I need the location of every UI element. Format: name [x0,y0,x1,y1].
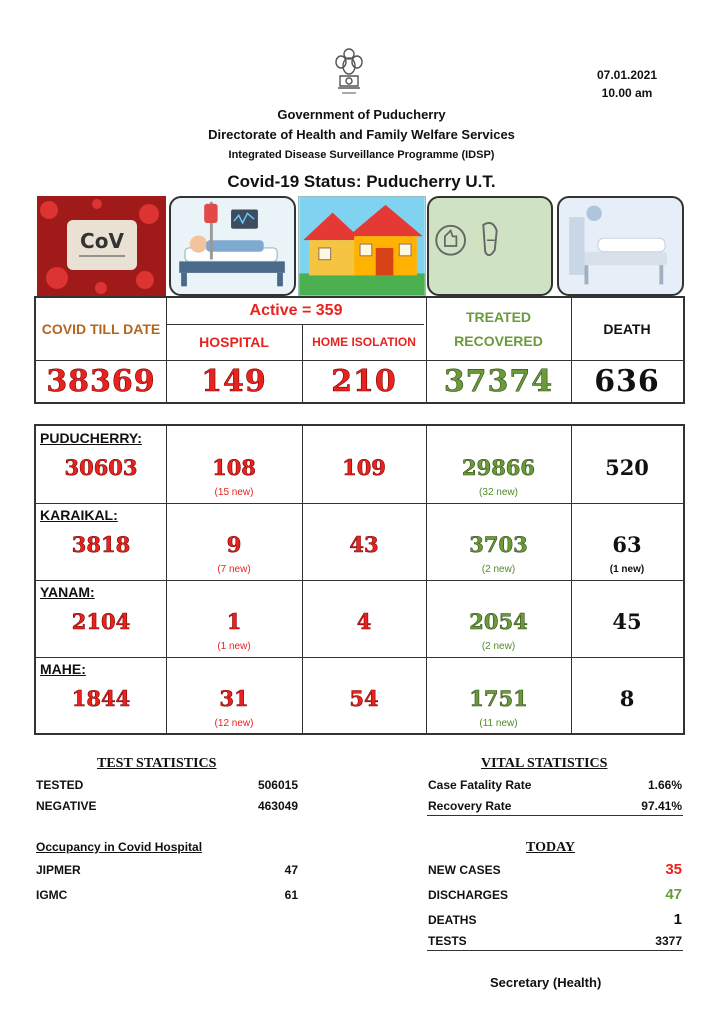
occupancy-row-value: 47 [284,863,298,877]
region-recovered-note: (32 new) [479,487,518,498]
case-fatality-value: 1.66% [647,778,682,792]
tested-label: TESTED [36,778,84,792]
discharges-label: DISCHARGES [428,888,509,902]
divider [427,950,683,951]
page-title: Covid-19 Status: Puducherry U.T. [227,172,496,191]
recovery-rate-label: Recovery Rate [428,799,512,813]
region-recovered-note: (2 new) [481,564,516,575]
region-hospital: 31 [219,685,249,711]
region-home: 54 [349,685,379,711]
region-name: KARAIKAL: [40,507,118,523]
region-table [34,424,685,735]
summary-table [34,296,685,404]
region-total: 1844 [71,685,131,711]
region-recovered: 3703 [469,531,528,557]
region-hospital-note: (15 new) [214,487,254,498]
report-date [572,66,682,102]
new-cases-label: NEW CASES [428,863,501,877]
hospital-patient-image [169,196,296,296]
region-home: 43 [349,531,379,557]
coronavirus-image [37,196,166,296]
tests-label: TESTS [428,934,467,948]
tests-value: 3377 [655,934,682,948]
directorate-title: Directorate of Health and Family Welfare Services [208,127,515,142]
home-isolation-label: HOME ISOLATION [312,334,416,349]
region-hospital-note: (12 new) [214,718,254,729]
occupancy-title: Occupancy in Covid Hospital [36,840,203,854]
region-death: 520 [605,454,649,480]
region-recovered: 29866 [461,454,536,480]
region-recovered: 2054 [469,608,528,634]
programme-title: Integrated Disease Surveillance Programme (IDSP) [228,149,495,161]
report-date-value: 07.01.2021 [596,68,658,82]
region-death: 45 [612,608,642,634]
covid-till-date-value: 38369 [46,363,156,399]
occupancy-row-label: IGMC [36,888,68,902]
region-name: MAHE: [40,661,86,677]
divider [427,815,683,816]
death-label: DEATH [603,321,651,337]
region-home: 4 [356,608,372,634]
region-total: 30603 [64,454,138,480]
treated-recovered-image [427,196,553,296]
region-total: 2104 [71,608,131,634]
region-recovered: 1751 [469,685,528,711]
region-hospital-note: (1 new) [217,641,251,652]
vital-statistics-title: VITAL STATISTICS [481,756,608,771]
recovery-rate-value: 97.41% [641,799,682,813]
home-isolation-value: 210 [331,363,397,399]
signature: Secretary (Health) [490,975,602,990]
treated-recovered-value: 37374 [443,363,554,399]
test-statistics-title: TEST STATISTICS [97,756,217,771]
region-death: 63 [612,531,642,557]
deaths-label: DEATHS [428,913,477,927]
home-isolation-image [298,196,426,296]
occupancy-row-label: JIPMER [36,863,81,877]
region-hospital: 108 [212,454,256,480]
active-cases-label: Active = 359 [249,302,343,319]
report-time-value: 10.00 am [601,86,653,100]
government-title: Government of Puducherry [277,107,446,122]
state-emblem-icon [332,46,366,106]
region-recovered-note: (11 new) [479,718,518,729]
negative-label: NEGATIVE [36,799,97,813]
region-death-note: (1 new) [609,564,645,575]
region-name: YANAM: [40,584,95,600]
tested-value: 506015 [257,778,298,792]
region-hospital: 1 [226,608,242,634]
region-death: 8 [619,685,635,711]
case-fatality-label: Case Fatality Rate [428,778,532,792]
region-hospital: 9 [226,531,242,557]
region-hospital-note: (7 new) [217,564,251,575]
today-title: TODAY [526,840,576,855]
region-name: PUDUCHERRY: [40,430,142,446]
region-home: 109 [342,454,386,480]
deaths-value: 1 [673,911,682,928]
treated-recovered-label: TREATED RECOVERED [454,309,543,349]
new-cases-value: 35 [665,861,682,878]
covid-till-date-label: COVID TILL DATE [41,321,161,337]
region-total: 3818 [71,531,131,557]
negative-value: 463049 [257,799,298,813]
occupancy-row-value: 61 [284,888,298,902]
discharges-value: 47 [665,886,682,903]
hospital-label: HOSPITAL [199,334,269,350]
death-image [557,196,684,296]
region-recovered-note: (2 new) [481,641,516,652]
hospital-value: 149 [201,363,267,399]
death-value: 636 [594,363,660,399]
cov-text: CoV [80,229,124,253]
